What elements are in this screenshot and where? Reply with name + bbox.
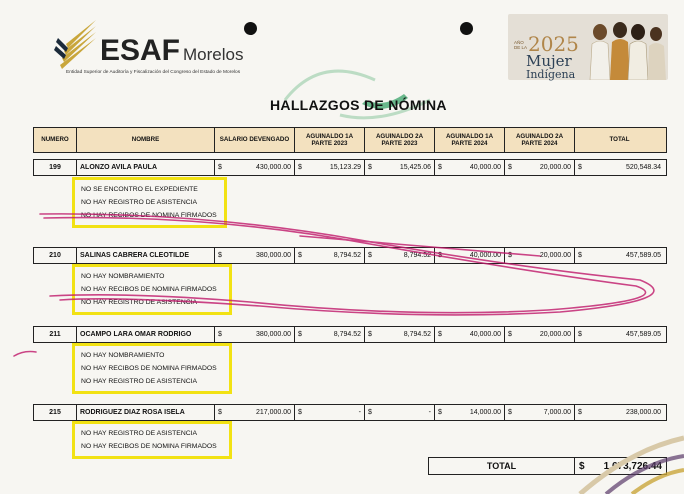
corner-swoosh-decoration (560, 390, 684, 494)
ag1-2024-value: 40,000.00 (469, 164, 501, 171)
logo-name: ESAF (100, 34, 181, 67)
salario-value: 380,000.00 (255, 331, 291, 338)
currency-symbol: $ (368, 331, 372, 338)
cell-nombre: ALONZO AVILA PAULA (77, 160, 215, 175)
table-header (33, 127, 667, 153)
ag1-2023-value: 15,123.29 (329, 164, 361, 171)
cell-ag1-2024 (435, 160, 505, 175)
logo-suffix: Morelos (183, 45, 244, 64)
cell-total (575, 327, 664, 342)
official-stamp (280, 60, 440, 130)
ag2-2024-value: 20,000.00 (539, 331, 571, 338)
salario-value: 217,000.00 (255, 409, 291, 416)
esaf-wings-icon (52, 18, 98, 70)
currency-symbol: $ (298, 252, 302, 259)
currency-symbol: $ (438, 331, 442, 338)
column-header-total: TOTAL (609, 136, 630, 144)
cell-salario (215, 160, 295, 175)
currency-symbol: $ (578, 409, 582, 416)
finding-note: NO HAY REGISTRO DE ASISTENCIA (81, 199, 198, 206)
ag1-2024-value: 40,000.00 (469, 252, 501, 259)
currency-symbol: $ (218, 331, 222, 338)
ag2-2024-value: 20,000.00 (539, 164, 571, 171)
finding-note: NO HAY NOMBRAMIENTO (81, 273, 165, 280)
column-header-ag2-2024: AGUINALDO 2A PARTE 2024 (505, 128, 575, 152)
year-label: AÑO DE LA (514, 40, 528, 50)
column-header-nombre: NOMBRE (77, 128, 215, 152)
finding-note: NO SE ENCONTRO EL EXPEDIENTE (81, 186, 198, 193)
cell-numero: 211 (34, 327, 77, 342)
column-header-ag2-2023: AGUINALDO 2A PARTE 2023 (365, 128, 435, 152)
cell-nombre: RODRIGUEZ DIAZ ROSA ISELA (77, 405, 215, 420)
cell-ag1-2023 (295, 248, 365, 263)
cell-ag2-2023 (365, 405, 435, 420)
currency-symbol: $ (368, 409, 372, 416)
total-value: 238,000.00 (625, 409, 661, 416)
year-banner (508, 14, 668, 80)
cell-ag1-2023 (295, 327, 365, 342)
year-number: 2025 (528, 32, 579, 56)
cell-ag2-2024 (505, 248, 575, 263)
ag2-2024-value: 7,000.00 (543, 409, 571, 416)
ag2-2024-value: 20,000.00 (539, 252, 571, 259)
column-header-ag1-2024: AGUINALDO 1A PARTE 2024 (435, 128, 505, 152)
currency-symbol: $ (578, 164, 582, 171)
currency-symbol: $ (508, 331, 512, 338)
finding-note: NO HAY REGISTRO DE ASISTENCIA (81, 378, 198, 385)
punch-hole-left (244, 22, 257, 35)
currency-symbol: $ (508, 409, 512, 416)
currency-symbol: $ (368, 164, 372, 171)
cell-ag2-2023 (365, 248, 435, 263)
column-header-salario: SALARIO DEVENGADO (215, 128, 295, 152)
cell-ag1-2024 (435, 327, 505, 342)
ag1-2023-value: - (358, 409, 361, 416)
currency-symbol: $ (298, 164, 302, 171)
salario-value: 430,000.00 (255, 164, 291, 171)
cell-ag1-2024 (435, 248, 505, 263)
logo-title (100, 36, 243, 70)
cell-ag1-2024 (435, 405, 505, 420)
indigenous-women-illustration (586, 18, 666, 80)
cell-nombre: OCAMPO LARA OMAR RODRIGO (77, 327, 215, 342)
ag2-2023-value: 15,425.06 (399, 164, 431, 171)
currency-symbol: $ (508, 164, 512, 171)
cell-salario (215, 405, 295, 420)
cell-numero: 199 (34, 160, 77, 175)
currency-symbol: $ (579, 460, 585, 472)
column-header-ag1-2023: AGUINALDO 1A PARTE 2023 (295, 128, 365, 152)
currency-symbol: $ (218, 252, 222, 259)
esaf-logo (52, 12, 244, 80)
salario-value: 380,000.00 (255, 252, 291, 259)
findings-box (72, 177, 227, 228)
findings-box (72, 264, 232, 315)
total-value: 457,589.05 (625, 252, 661, 259)
currency-symbol: $ (578, 331, 582, 338)
year-title-indigena: Indígena (526, 68, 576, 81)
punch-hole-right (460, 22, 473, 35)
cell-salario (215, 248, 295, 263)
currency-symbol: $ (298, 331, 302, 338)
currency-symbol: $ (508, 252, 512, 259)
finding-note: NO HAY REGISTRO DE ASISTENCIA (81, 299, 198, 306)
page-title: HALLAZGOS DE NÓMINA (270, 97, 447, 113)
cell-nombre: SALINAS CABRERA CLEOTILDE (77, 248, 215, 263)
findings-box (72, 343, 232, 394)
currency-symbol: $ (438, 252, 442, 259)
cell-salario (215, 327, 295, 342)
cell-ag2-2023 (365, 327, 435, 342)
currency-symbol: $ (218, 164, 222, 171)
cell-numero: 210 (34, 248, 77, 263)
finding-note: NO HAY REGISTRO DE ASISTENCIA (81, 430, 198, 437)
finding-note: NO HAY RECIBOS DE NOMINA FIRMADOS (81, 212, 217, 219)
finding-note: NO HAY RECIBOS DE NOMINA FIRMADOS (81, 443, 217, 450)
ag1-2023-value: 8,794.52 (333, 331, 361, 338)
total-value: 457,589.05 (625, 331, 661, 338)
total-value: 520,548.34 (625, 164, 661, 171)
finding-note: NO HAY NOMBRAMIENTO (81, 352, 165, 359)
cell-ag1-2023 (295, 405, 365, 420)
currency-symbol: $ (578, 252, 582, 259)
column-header-numero: NUMERO (34, 128, 77, 152)
currency-symbol: $ (368, 252, 372, 259)
currency-symbol: $ (438, 409, 442, 416)
table-row (33, 326, 667, 343)
cell-total (575, 160, 664, 175)
currency-symbol: $ (218, 409, 222, 416)
year-title-mujer: Mujer (526, 52, 572, 70)
finding-note: NO HAY RECIBOS DE NOMINA FIRMADOS (81, 286, 217, 293)
logo-subtitle: Entidad Superior de Auditoría y Fiscalización del Congreso del Estado de Morelos (66, 70, 241, 75)
findings-box (72, 421, 232, 459)
currency-symbol: $ (438, 164, 442, 171)
ag1-2023-value: 8,794.52 (333, 252, 361, 259)
finding-note: NO HAY RECIBOS DE NOMINA FIRMADOS (81, 365, 217, 372)
cell-ag2-2024 (505, 327, 575, 342)
cell-ag2-2023 (365, 160, 435, 175)
cell-numero: 215 (34, 405, 77, 420)
cell-ag1-2023 (295, 160, 365, 175)
grand-total-label: TOTAL (429, 458, 575, 474)
cell-total (575, 248, 664, 263)
grand-total-value: 1,673,726.44 (603, 460, 662, 472)
ag2-2023-value: - (428, 409, 431, 416)
ag2-2023-value: 8,794.52 (403, 331, 431, 338)
ag1-2024-value: 40,000.00 (469, 331, 501, 338)
currency-symbol: $ (298, 409, 302, 416)
ag2-2023-value: 8,794.52 (403, 252, 431, 259)
table-row (33, 159, 667, 176)
table-row (33, 247, 667, 264)
cell-ag2-2024 (505, 160, 575, 175)
ag1-2024-value: 14,000.00 (469, 409, 501, 416)
